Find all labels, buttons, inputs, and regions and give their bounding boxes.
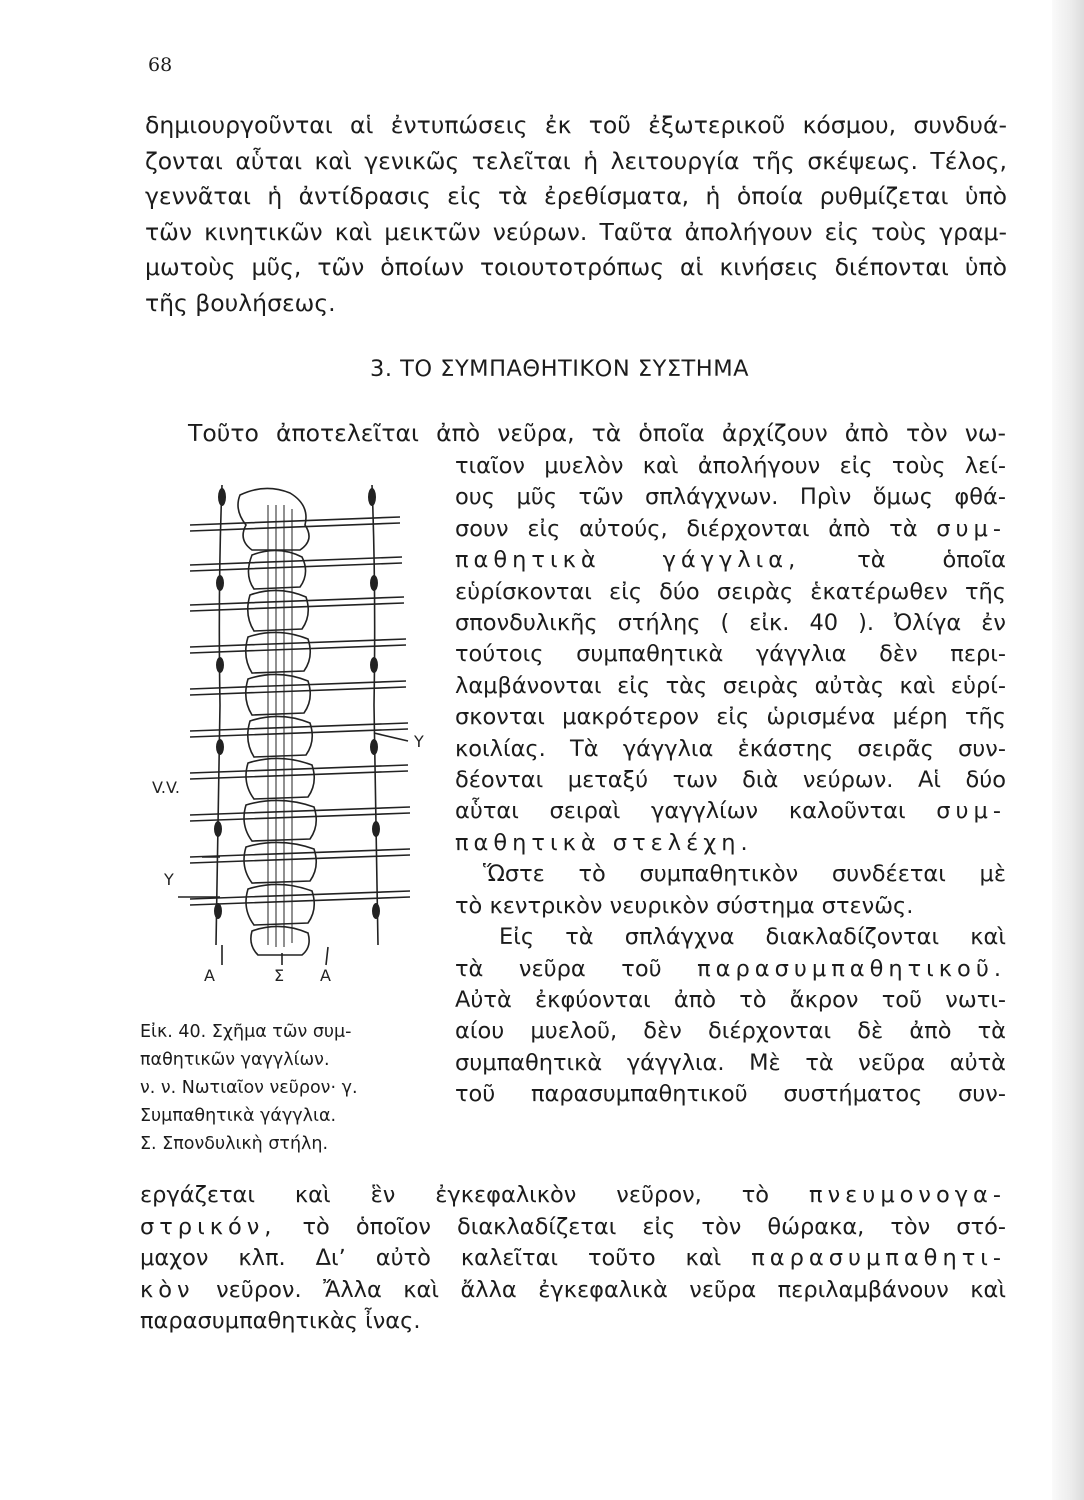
- text-segment: εργάζεται καὶ ἓν ἐγκεφαλικὸν νεῦρον, τὸ: [140, 1182, 770, 1208]
- vertebra: [246, 758, 314, 799]
- text-line: [455, 828, 1006, 859]
- caption-line: Σ. Σπονδυλικὴ στήλη.: [140, 1134, 329, 1154]
- text-line: δημιουργοῦνται αἱ ἐντυπώσεις ἐκ τοῦ ἐξωτερικοῦ κόσμου, συνδυά-: [145, 111, 1007, 139]
- text-segment: σουν εἰς αὐτούς, διέρχονται ἀπὸ τὰ: [455, 515, 918, 542]
- caption-line: ν. ν. Νωτιαῖον νεῦρον· γ.: [140, 1078, 358, 1098]
- sympathetic-trunk-left: [216, 485, 222, 945]
- ganglion: [372, 821, 380, 837]
- text-segment: τὸ ὁποῖον διακλαδίζεται εἰς τὸν θώρακα, τὸν στό-: [302, 1213, 1006, 1240]
- caption-line: Εἰκ. 40. Σχῆμα τῶν συμ-: [140, 1022, 352, 1042]
- spaced-term: παθητικὰ γάγγλια,: [455, 547, 801, 574]
- text-line: [140, 1275, 1006, 1307]
- ganglion: [214, 821, 222, 837]
- text-line: τούτοις συμπαθητικὰ γάγγλια δὲν περι-: [455, 641, 1006, 668]
- text-segment: τὰ ὁποῖα: [857, 547, 1007, 574]
- text-line: τῆς βουλήσεως.: [145, 288, 336, 317]
- figure-label-vv: V.V.: [152, 778, 180, 797]
- page-number: 68: [148, 54, 173, 76]
- text-line: Αὐτὰ ἐκφύονται ἀπὸ τὸ ἄκρον τοῦ νωτι-: [455, 986, 1006, 1013]
- text-line: Ὥστε τὸ συμπαθητικὸν συνδέεται μὲ: [483, 861, 1006, 888]
- ganglion: [368, 488, 376, 506]
- vertebra: [246, 884, 314, 925]
- vertebra: [251, 926, 309, 955]
- text-line: [140, 1212, 1006, 1244]
- text-line: [455, 954, 1006, 985]
- ganglion: [372, 903, 380, 919]
- text-line: σπονδυλικῆς στήλης ( εἰκ. 40 ). Ὀλίγα ἐν: [455, 610, 1006, 637]
- spaced-term: συμ-: [936, 515, 1006, 542]
- text-line: σκονται μακρότερον εἰς ὡρισμένα μέρη τῆς: [455, 704, 1006, 731]
- text-line: παρασυμπαθητικὰς ἶνας.: [140, 1308, 421, 1334]
- text-line: τῶν κινητικῶν καὶ μεικτῶν νεύρων. Ταῦτα ἀπολήγουν εἰς τοὺς γραμ-: [145, 217, 1007, 246]
- caption-line: παθητικῶν γαγγλίων.: [140, 1050, 330, 1070]
- text-line: [140, 1243, 1006, 1275]
- page-edge-shadow: [1052, 0, 1084, 1500]
- ganglion: [370, 657, 378, 673]
- vertebra: [246, 674, 311, 715]
- text-segment: τὰ νεῦρα τοῦ: [455, 955, 662, 982]
- ganglion: [216, 657, 224, 673]
- text-line: μωτοὺς μῦς, τῶν ὁποίων τοιουτοτρόπως αἱ κινήσεις διέπονται ὑπὸ: [145, 253, 1007, 281]
- text-line: αίου μυελοῦ, δὲν διέρχονται δὲ ἀπὸ τὰ: [455, 1018, 1006, 1045]
- text-line: ζονται αὗται καὶ γενικῶς τελεῖται ἡ λειτουργία τῆς σκέψεως. Τέλος,: [145, 146, 1007, 175]
- ganglion: [214, 903, 222, 919]
- sympathetic-trunk-right: [372, 485, 378, 945]
- spaced-term: συμ-: [936, 798, 1006, 825]
- section-title: 3. ΤΟ ΣΥΜΠΑΘΗΤΙΚΟΝ ΣΥΣΤΗΜΑ: [370, 356, 750, 382]
- vertebra: [244, 842, 316, 883]
- spaced-term: παρασυμπαθητικοῦ.: [697, 955, 1006, 982]
- vertebra: [238, 488, 309, 550]
- spaced-term: στρικόν,: [140, 1213, 277, 1240]
- caption-line: Συμπαθητικὰ γάγγλια.: [140, 1106, 337, 1126]
- text-segment: μαχον κλπ. Διʼ αὐτὸ καλεῖται τοῦτο καὶ: [140, 1245, 722, 1271]
- right-column-text: [455, 451, 1006, 1111]
- text-line: λαμβάνονται εἰς τὰς σειρὰς αὐτὰς καὶ εὑρί-: [455, 672, 1006, 699]
- ganglion: [216, 575, 224, 591]
- text-line: εὑρίσκονται εἰς δύο σειρὰς ἑκατέρωθεν τῆς: [455, 578, 1006, 605]
- text-line: ους μῦς τῶν σπλάγχνων. Πρὶν ὅμως φθά-: [455, 484, 1006, 511]
- figure-label-y-left: Y: [164, 870, 174, 889]
- text-line: [140, 1180, 1006, 1212]
- vertebra: [246, 632, 311, 673]
- text-line: [455, 545, 1006, 576]
- text-line: γεννᾶται ἡ ἀντίδρασις εἰς τὰ ἐρεθίσματα, ἡ ὁποία ρυθμίζεται ὑπὸ: [145, 182, 1007, 210]
- figure-label-a-left: A: [204, 966, 215, 985]
- figure-label-sigma: Σ: [274, 966, 285, 985]
- text-line: τὸ κεντρικὸν νευρικὸν σύστημα στενῶς.: [455, 892, 914, 919]
- vertebra: [248, 550, 305, 589]
- text-line: τιαῖον μυελὸν καὶ ἀπολήγουν εἰς τοὺς λεί-: [455, 453, 1006, 479]
- closing-paragraph: [140, 1180, 1006, 1338]
- text-segment: νεῦρον. Ἄλλα καὶ ἄλλα ἐγκεφαλικὰ νεῦρα περιλαμβάνουν καὶ: [216, 1276, 1006, 1303]
- vertebra: [248, 590, 309, 631]
- spaced-term: πνευμονογα-: [809, 1182, 1007, 1208]
- text-line: [455, 796, 1006, 827]
- text-line: δέονται μεταξύ των διὰ νεύρων. Αἱ δύο: [455, 767, 1006, 794]
- intro-paragraph: [145, 108, 1007, 321]
- ganglion: [370, 575, 378, 591]
- vertebra: [244, 800, 316, 841]
- spaced-term: κὸν: [140, 1276, 195, 1303]
- figure-label-a-right: A: [320, 966, 331, 985]
- ganglion: [370, 739, 378, 755]
- sympathetic-ganglia-figure: [152, 465, 432, 1005]
- spaced-term: παθητικὰ στελέχη.: [455, 829, 753, 856]
- figure-caption: [140, 1018, 430, 1158]
- text-line: κοιλίας. Τὰ γάγγλια ἑκάστης σειρᾶς συν-: [455, 735, 1006, 762]
- ganglion: [218, 488, 226, 506]
- text-line: Εἰς τὰ σπλάγχνα διακλαδίζονται καὶ: [499, 924, 1006, 951]
- vertebra: [248, 716, 313, 757]
- text-segment: αὗται σειραὶ γαγγλίων καλοῦνται: [455, 798, 906, 825]
- text-line: τοῦ παρασυμπαθητικοῦ συστήματος συν-: [455, 1081, 1006, 1108]
- figure-label-y-right: Y: [414, 732, 424, 751]
- text-line: [455, 514, 1006, 545]
- text-line: συμπαθητικὰ γάγγλια. Μὲ τὰ νεῦρα αὐτὰ: [455, 1049, 1006, 1076]
- paragraph-first-line: Τοῦτο ἀποτελεῖται ἀπὸ νεῦρα, τὰ ὁποῖα ἀρχίζουν ἀπὸ τὸν νω-: [188, 419, 1006, 447]
- spaced-term: παρασυμπαθητι-: [751, 1245, 1006, 1271]
- ganglion: [216, 739, 224, 755]
